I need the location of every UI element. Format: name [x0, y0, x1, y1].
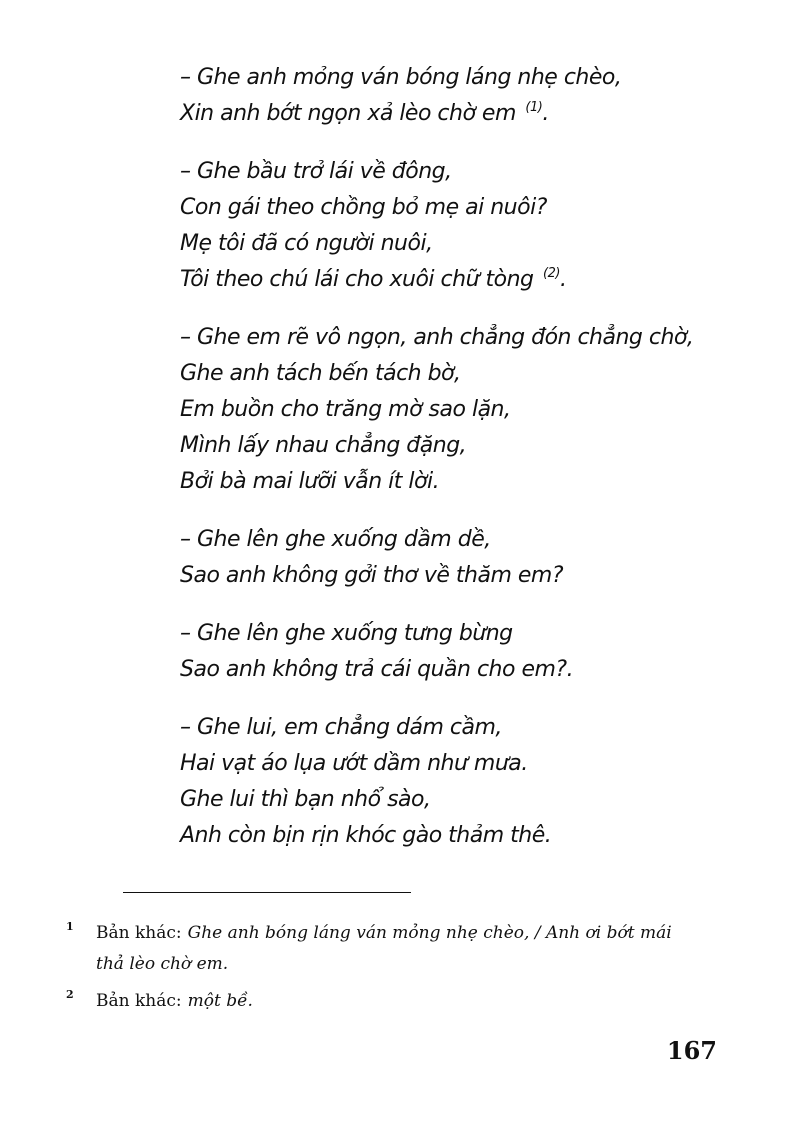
footnote-text: Ghe anh bóng láng ván mỏng nhẹ chèo, / Anh ơi bớt mái — [187, 923, 672, 943]
poem-line: – Ghe lên ghe xuống tưng bừng — [180, 621, 513, 646]
stanza — [180, 522, 740, 594]
poem-line: Mẹ tôi đã có người nuôi, — [180, 231, 433, 256]
footnote — [66, 918, 731, 980]
poem-line: Con gái theo chồng bỏ mẹ ai nuôi? — [180, 195, 547, 220]
poem-line: Mình lấy nhau chẳng đặng, — [180, 433, 467, 458]
page-number: 167 — [666, 1036, 717, 1065]
poem-line — [180, 262, 740, 298]
poem-line-text: Tôi theo chú lái cho xuôi chữ tòng — [180, 267, 534, 292]
poem-line — [180, 96, 740, 132]
footnote-ref: (1) — [525, 100, 543, 115]
poem-line: – Ghe lui, em chẳng dám cầm, — [180, 715, 502, 740]
footnotes — [66, 918, 731, 1023]
footnote — [66, 986, 731, 1017]
stanza — [180, 60, 740, 132]
footnote-number: 2 — [66, 988, 74, 1001]
poem-body — [180, 60, 740, 876]
poem-line: – Ghe em rẽ vô ngọn, anh chẳng đón chẳng chờ, — [180, 325, 694, 350]
stanza — [180, 154, 740, 298]
poem-line: Sao anh không trả cái quần cho em?. — [180, 657, 574, 682]
footnote-text-continued: thả lèo chờ em. — [96, 954, 229, 974]
poem-line: Anh còn bịn rịn khóc gào thảm thê. — [180, 823, 552, 848]
poem-line: – Ghe lên ghe xuống dầm dề, — [180, 527, 491, 552]
poem-line: Bởi bà mai lưỡi vẫn ít lời. — [180, 469, 440, 494]
poem-line: – Ghe anh mỏng ván bóng láng nhẹ chèo, — [180, 65, 622, 90]
poem-line-text: Xin anh bớt ngọn xả lèo chờ em — [180, 101, 516, 126]
line-end-punct: . — [542, 101, 549, 126]
footnote-text: một bề. — [187, 991, 253, 1011]
footnote-label: Bản khác: — [96, 923, 182, 943]
poem-line: Sao anh không gởi thơ về thăm em? — [180, 563, 564, 588]
poem-line: Ghe lui thì bạn nhổ sào, — [180, 787, 431, 812]
stanza — [180, 710, 740, 854]
footnote-ref: (2) — [543, 266, 560, 281]
poem-line: Em buồn cho trăng mờ sao lặn, — [180, 397, 511, 422]
footnote-label: Bản khác: — [96, 991, 182, 1011]
poem-line: – Ghe bầu trở lái về đông, — [180, 159, 452, 184]
poem-line: Ghe anh tách bến tách bờ, — [180, 361, 461, 386]
poem-line: Hai vạt áo lụa ướt dầm như mưa. — [180, 751, 528, 776]
line-end-punct: . — [559, 267, 567, 292]
footnote-divider — [123, 892, 411, 893]
stanza — [180, 320, 740, 500]
footnote-number: 1 — [66, 920, 74, 933]
stanza — [180, 616, 740, 688]
